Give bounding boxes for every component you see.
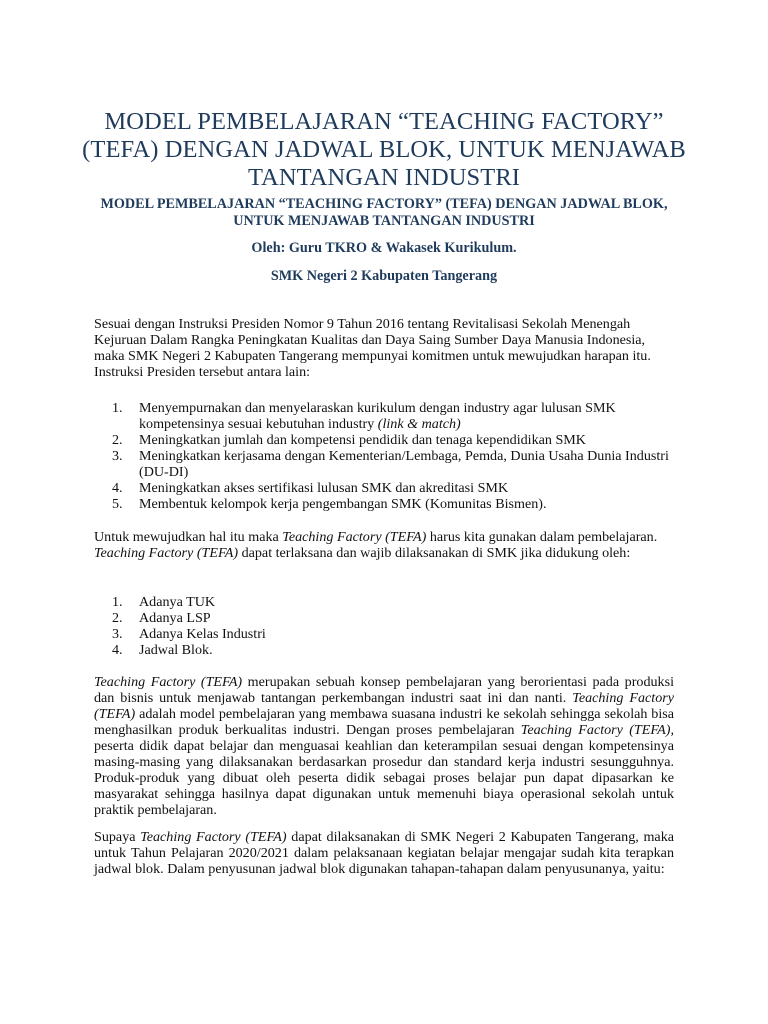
paragraph-emphasis: Teaching Factory (TEFA),: [520, 722, 674, 738]
list-item: [94, 432, 674, 448]
list-item: [94, 496, 674, 512]
list-item-text: Adanya LSP: [139, 610, 211, 626]
paragraph-text: merupakan sebuah konsep pembelajaran yang berorientasi pada produksi dan bisnis untuk menjawab tantangan perkembangan industri saat ini dan nanti.: [94, 674, 674, 706]
tefa-requirement-paragraph: [94, 529, 674, 561]
instruction-list: [94, 400, 674, 512]
intro-paragraph: Sesuai dengan Instruksi Presiden Nomor 9 Tahun 2016 tentang Revitalisasi Sekolah Menengah Kejuruan Dalam Rangka Peningkatan Kualitas dan Daya Saing Sumber Daya Manusia Indonesia, maka SMK Negeri 2 Kabupaten Tangerang mempunyai komitmen untuk mewujudkan harapan itu. Instruksi Presiden tersebut antara lain:: [94, 316, 651, 380]
list-number: 1.: [112, 594, 123, 610]
list-item: [94, 400, 674, 432]
school-name: SMK Negeri 2 Kabupaten Tangerang: [270, 268, 498, 284]
list-number: 4.: [112, 642, 123, 658]
list-item: [94, 610, 674, 626]
list-item: [94, 448, 674, 480]
list-item-text: Meningkatkan kerjasama dengan Kementerian/Lembaga, Pemda, Dunia Usaha Dunia Industri (DU-DI): [139, 448, 669, 480]
paragraph-text: dapat dilaksanakan di SMK Negeri 2 Kabupaten Tangerang, maka untuk Tahun Pelajaran 2020/2021 dalam pelaksanaan kegiatan belajar mengajar sudah kita terapkan jadwal blok. Dalam penyusunan jadwal blok digunakan tahapan-tahapan dalam penyusunanya, yaitu:: [94, 829, 674, 877]
paragraph-emphasis: Teaching Factory (TEFA): [94, 545, 239, 561]
list-item-emphasis: (link & match): [377, 416, 461, 432]
paragraph-text: peserta didik dapat belajar dan menguasai keahlian dan keterampilan sesuai dengan kompetensinya masing-masing yang dilaksanakan berdasarkan prosedur dan standard kerja industri sesungguhnya. Produk-produk yang dibuat oleh peserta didik sebagai proses belajar pun dapat dipasarkan ke masyarakat sehingga hasilnya dapat digunakan untuk memenuhi biaya operasional sekolah untuk praktik pembelajaran.: [94, 738, 674, 818]
list-item-text: Adanya TUK: [139, 594, 216, 610]
paragraph-emphasis: Teaching Factory (TEFA): [94, 674, 243, 690]
list-item-text: Menyempurnakan dan menyelaraskan kurikulum dengan industry agar lulusan SMK kompetensinya sesuai kebutuhan industry: [139, 400, 616, 432]
paragraph-text: Supaya: [94, 829, 141, 845]
list-number: 3.: [112, 626, 123, 642]
list-number: 2.: [112, 610, 123, 626]
paragraph-text: Untuk mewujudkan hal itu maka: [94, 529, 283, 545]
paragraph-text: dapat terlaksana dan wajib dilaksanakan di SMK jika didukung oleh:: [238, 545, 631, 561]
list-item: [94, 642, 674, 658]
paragraph-emphasis: Teaching Factory (TEFA): [94, 690, 674, 722]
support-list: [94, 594, 674, 658]
document-title: MODEL PEMBELAJARAN “TEACHING FACTORY” (TEFA) DENGAN JADWAL BLOK, UNTUK MENJAWAB TANTANGAN INDUSTRI: [82, 108, 686, 191]
paragraph-text: adalah model pembelajaran yang membawa suasana industri ke sekolah sehingga sekolah bisa menghasilkan produk berkualitas industri. Dengan proses pembelajaran: [94, 706, 674, 738]
list-item-text: Adanya Kelas Industri: [139, 626, 266, 642]
list-number: 2.: [112, 432, 123, 448]
author-byline: Oleh: Guru TKRO & Wakasek Kurikulum.: [251, 240, 517, 256]
paragraph-text: harus kita gunakan dalam pembelajaran.: [426, 529, 658, 545]
list-item: [94, 594, 674, 610]
list-item: [94, 480, 674, 496]
list-number: 3.: [112, 448, 123, 464]
list-item-text: Meningkatkan akses sertifikasi lulusan SMK dan akreditasi SMK: [139, 480, 509, 496]
list-item-text: Jadwal Blok.: [139, 642, 213, 658]
paragraph-emphasis: Teaching Factory (TEFA): [282, 529, 427, 545]
tefa-definition-paragraph: [94, 674, 674, 818]
block-schedule-paragraph: [94, 829, 674, 877]
list-number: 5.: [112, 496, 123, 512]
paragraph-emphasis: Teaching Factory (TEFA): [140, 829, 287, 845]
list-number: 4.: [112, 480, 123, 496]
list-number: 1.: [112, 400, 123, 416]
list-item: [94, 626, 674, 642]
list-item-text: Membentuk kelompok kerja pengembangan SMK (Komunitas Bismen).: [139, 496, 547, 512]
document-subtitle: MODEL PEMBELAJARAN “TEACHING FACTORY” (TEFA) DENGAN JADWAL BLOK, UNTUK MENJAWAB TANTANGAN INDUSTRI: [100, 196, 668, 229]
list-item-text: Meningkatkan jumlah dan kompetensi pendidik dan tenaga kependidikan SMK: [139, 432, 586, 448]
